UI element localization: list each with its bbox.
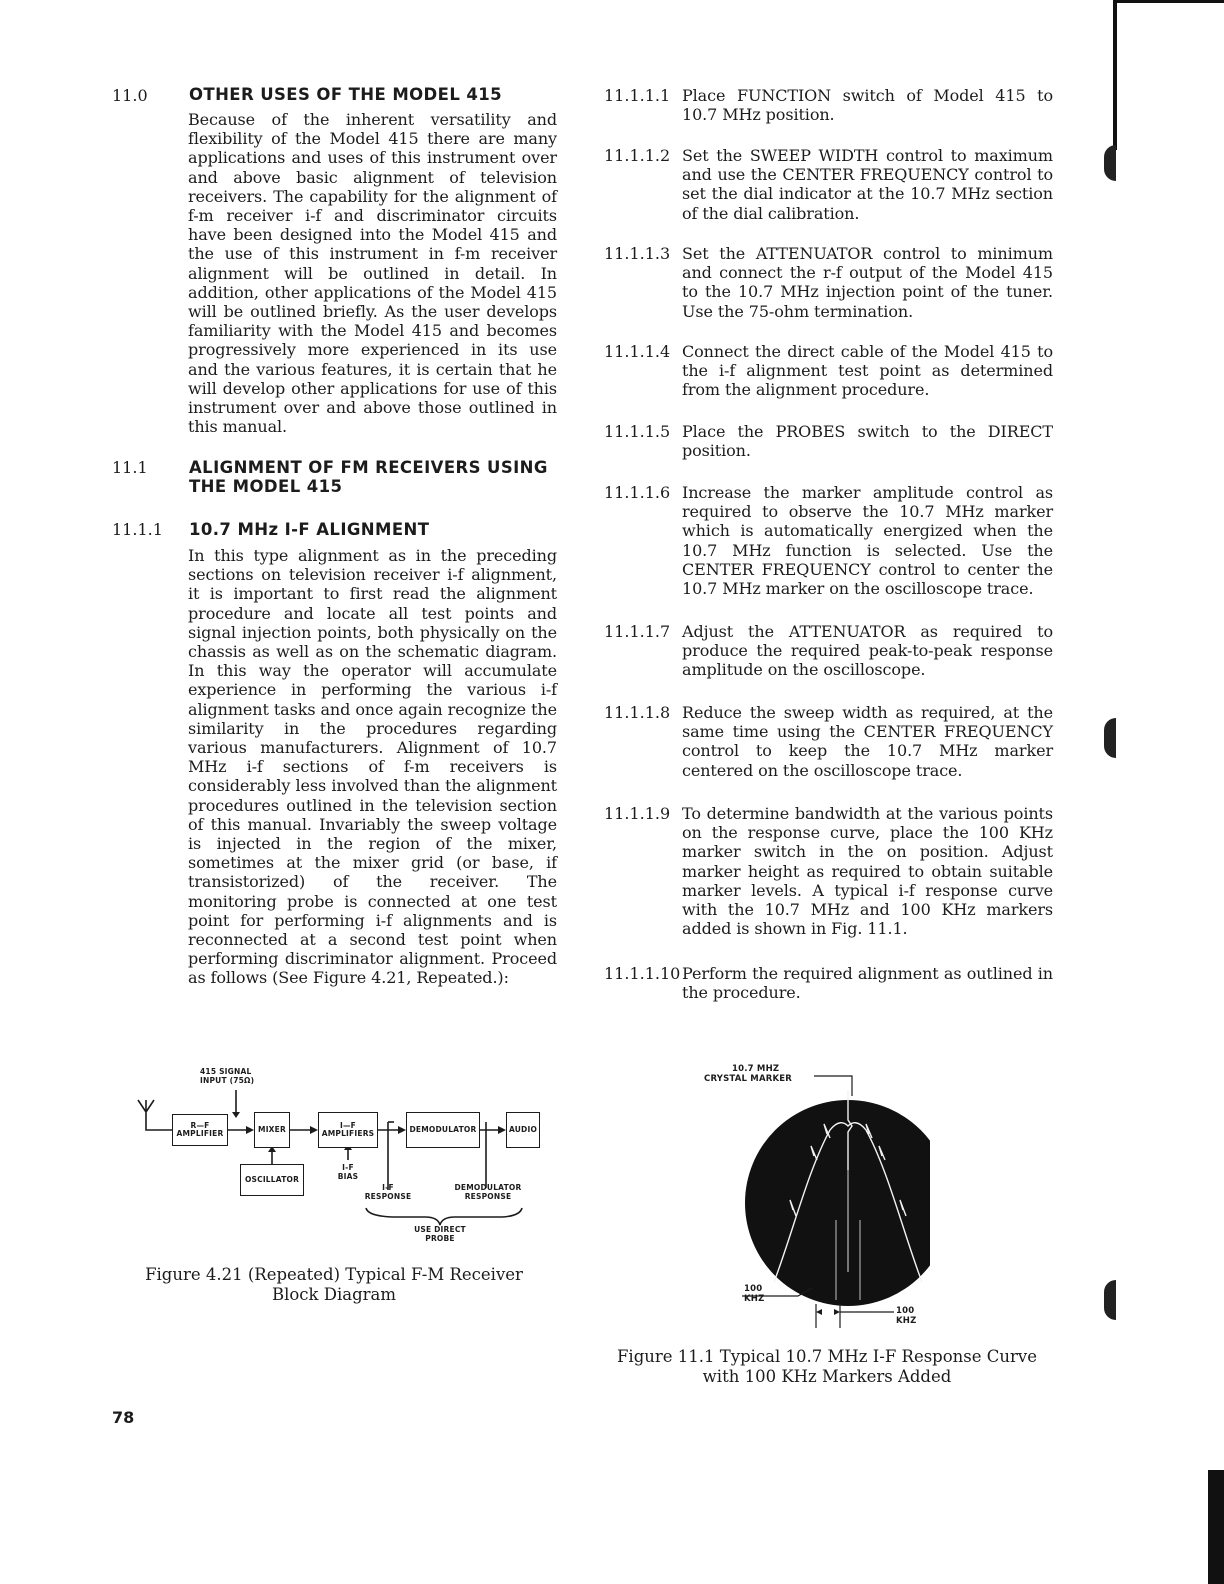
if-bias-line2: BIAS: [337, 1171, 359, 1181]
step-number: 11.1.1.5: [604, 422, 671, 441]
left-100khz-label: [744, 1284, 774, 1304]
if-response-line2: RESPONSE: [364, 1191, 412, 1201]
step-text: Connect the direct cable of the Model 415 to the i-f alignment test point as determined from the alignment procedure.: [682, 342, 1053, 400]
step-number: 11.1.1.2: [604, 146, 671, 165]
figure-4-21-caption-line1: Figure 4.21 (Repeated) Typical F-M Receiver: [145, 1265, 523, 1284]
signal-input-label-line2: INPUT (75Ω): [200, 1075, 255, 1085]
scan-edge-top-line: [1113, 0, 1224, 3]
figure-4-21-caption: [120, 1265, 548, 1304]
demodulator-label: DEMODULATOR: [409, 1124, 477, 1134]
step-text: Perform the required alignment as outlined in the procedure.: [682, 964, 1053, 1003]
figure-11-1-caption-line1: Figure 11.1 Typical 10.7 MHz I-F Response Curve: [616, 1347, 1038, 1366]
left-100khz-line2: KHZ: [744, 1294, 765, 1304]
step-text: Place the PROBES switch to the DIRECT position.: [682, 422, 1053, 461]
scan-punch-hole-2: [1104, 718, 1116, 758]
figure-11-1-caption: [598, 1347, 1056, 1386]
antenna-icon: [138, 1100, 172, 1130]
oscillator-label: OSCILLATOR: [244, 1174, 300, 1184]
step-number: 11.1.1.8: [604, 703, 671, 722]
page-number: 78: [112, 1408, 135, 1427]
use-direct-probe-line2: PROBE: [425, 1233, 455, 1243]
step-number: 11.1.1.4: [604, 342, 671, 361]
use-direct-probe-line1: USE DIRECT: [414, 1225, 466, 1234]
if-response-label: [358, 1184, 418, 1201]
section-11-0-number: 11.0: [112, 86, 148, 105]
section-11-1-title-line1: ALIGNMENT OF FM RECEIVERS USING: [189, 458, 548, 477]
if-bias-line1: I-F: [342, 1163, 354, 1172]
block-diagram-wiring: [130, 1060, 550, 1250]
step-text: Adjust the ATTENUATOR as required to produce the required peak-to-peak response amplitude on the oscilloscope.: [682, 622, 1053, 680]
step-text: Place FUNCTION switch of Model 415 to 10.7 MHz position.: [682, 86, 1053, 125]
step-number: 11.1.1.1: [604, 86, 671, 105]
crystal-marker-label: [704, 1064, 808, 1084]
oscilloscope-trace: [690, 1060, 930, 1340]
if-amplifiers-line1: I—F: [339, 1120, 356, 1130]
step-text: To determine bandwidth at the various points on the response curve, place the 100 KHz marker switch in the on position. Adjust marker height as required to obtain suitable marker levels. A typical i-f response curve with the 10.7 MHz and 100 KHz markers added is shown in Fig. 11.1.: [682, 804, 1053, 939]
step-number: 11.1.1.9: [604, 804, 671, 823]
if-bias-label: [330, 1164, 366, 1181]
section-11-0-body: Because of the inherent versatility and flexibility of the Model 415 there are many applications and uses of this instrument over and above basic alignment of television receivers. The capability for the alignment of f-m receiver i-f and discriminator circuits have been designed into the Model 415 and the use of this instrument in f-m receiver alignment will be outlined in detail. In addition, other applications of the Model 415 will be outlined briefly. As the user develops familiarity with the Model 415 and becomes progressively more experienced in its use and the various features, it is certain that he will develop other applications for use of this instrument over and above those outlined in this manual.: [188, 110, 557, 437]
scan-edge-bottom: [1208, 1470, 1224, 1584]
demodulator-response-line1: DEMODULATOR: [454, 1183, 522, 1192]
right-100khz-line1: 100: [896, 1306, 915, 1316]
mixer-block: [254, 1112, 290, 1148]
right-100khz-line2: KHZ: [896, 1316, 917, 1326]
demodulator-block: [406, 1112, 480, 1148]
rf-amplifier-line2: AMPLIFIER: [176, 1129, 224, 1138]
section-11-1-1-body: In this type alignment as in the preceding sections on television receiver i-f alignment, it is important to first read the alignment procedure and locate all test points and signal injection points, both physically on the chassis as well as on the schematic diagram. In this way the operator will accumulate experience in performing the various i-f alignment tasks and once again recognize the similarity in the procedures regarding various manufacturers. Alignment of 10.7 MHz i-f sections of f-m receivers is considerably less involved than the alignment procedures outlined in the television section of this manual. Invariably the sweep voltage is injected in the region of the mixer, sometimes at the mixer grid (or base, if transistorized) of the receiver. The monitoring probe is connected at one test point for performing i-f alignments and is reconnected at a second test point when performing discriminator alignment. Proceed as follows (See Figure 4.21, Repeated.):: [188, 546, 557, 988]
demodulator-response-line2: RESPONSE: [464, 1191, 512, 1201]
signal-input-label-line1: 415 SIGNAL: [200, 1067, 252, 1076]
section-11-0-title: OTHER USES OF THE MODEL 415: [189, 85, 503, 104]
if-amplifiers-line2: AMPLIFIERS: [321, 1129, 375, 1138]
step-text: Set the SWEEP WIDTH control to maximum and use the CENTER FREQUENCY control to set the dial indicator at the 10.7 MHz section of the dial calibration.: [682, 146, 1053, 223]
step-text: Set the ATTENUATOR control to minimum and connect the r-f output of the Model 415 to the 10.7 MHz injection point of the tuner. Use the 75-ohm termination.: [682, 244, 1053, 321]
oscillator-block: [240, 1164, 304, 1196]
step-text: Reduce the sweep width as required, at the same time using the CENTER FREQUENCY control to keep the 10.7 MHz marker centered on the oscilloscope trace.: [682, 703, 1053, 780]
rf-amplifier-line1: R—F: [190, 1120, 210, 1130]
step-text: Increase the marker amplitude control as required to observe the 10.7 MHz marker which is automatically energized when the 10.7 MHz function is selected. Use the CENTER FREQUENCY control to center the 10.7 MHz marker on the oscilloscope trace.: [682, 483, 1053, 599]
crystal-marker-line2: CRYSTAL MARKER: [704, 1074, 793, 1084]
figure-4-21-caption-line2: Block Diagram: [271, 1284, 397, 1304]
section-11-1-title-line2: THE MODEL 415: [189, 477, 343, 496]
left-100khz-line1: 100: [744, 1284, 763, 1294]
use-direct-probe-label: [410, 1226, 470, 1243]
crystal-marker-line1: 10.7 MHZ: [732, 1064, 780, 1074]
scan-punch-hole-1: [1104, 145, 1116, 181]
audio-block: [506, 1112, 540, 1148]
step-number: 11.1.1.3: [604, 244, 671, 263]
if-amplifiers-block: [318, 1112, 378, 1148]
section-11-1-number: 11.1: [112, 458, 148, 477]
step-number: 11.1.1.10: [604, 964, 681, 983]
section-11-1-title: [189, 458, 548, 496]
signal-input-label: [200, 1068, 260, 1085]
figure-11-1: [690, 1060, 930, 1340]
mixer-label: MIXER: [258, 1124, 286, 1134]
step-number: 11.1.1.6: [604, 483, 671, 502]
section-11-1-1-title: 10.7 MHz I-F ALIGNMENT: [189, 520, 430, 539]
section-11-1-1-number: 11.1.1: [112, 520, 163, 539]
step-number: 11.1.1.7: [604, 622, 671, 641]
figure-4-21: [130, 1060, 550, 1250]
demodulator-response-label: [448, 1184, 528, 1201]
crt-screen: [745, 1100, 930, 1306]
figure-11-1-caption-line2: with 100 KHz Markers Added: [702, 1366, 952, 1386]
right-100khz-label: [896, 1306, 926, 1326]
scan-edge-top: [1113, 0, 1117, 150]
if-response-line1: I-F: [382, 1183, 394, 1192]
scan-punch-hole-3: [1104, 1280, 1116, 1320]
audio-label: AUDIO: [508, 1124, 538, 1134]
rf-amplifier-block: [172, 1114, 228, 1146]
